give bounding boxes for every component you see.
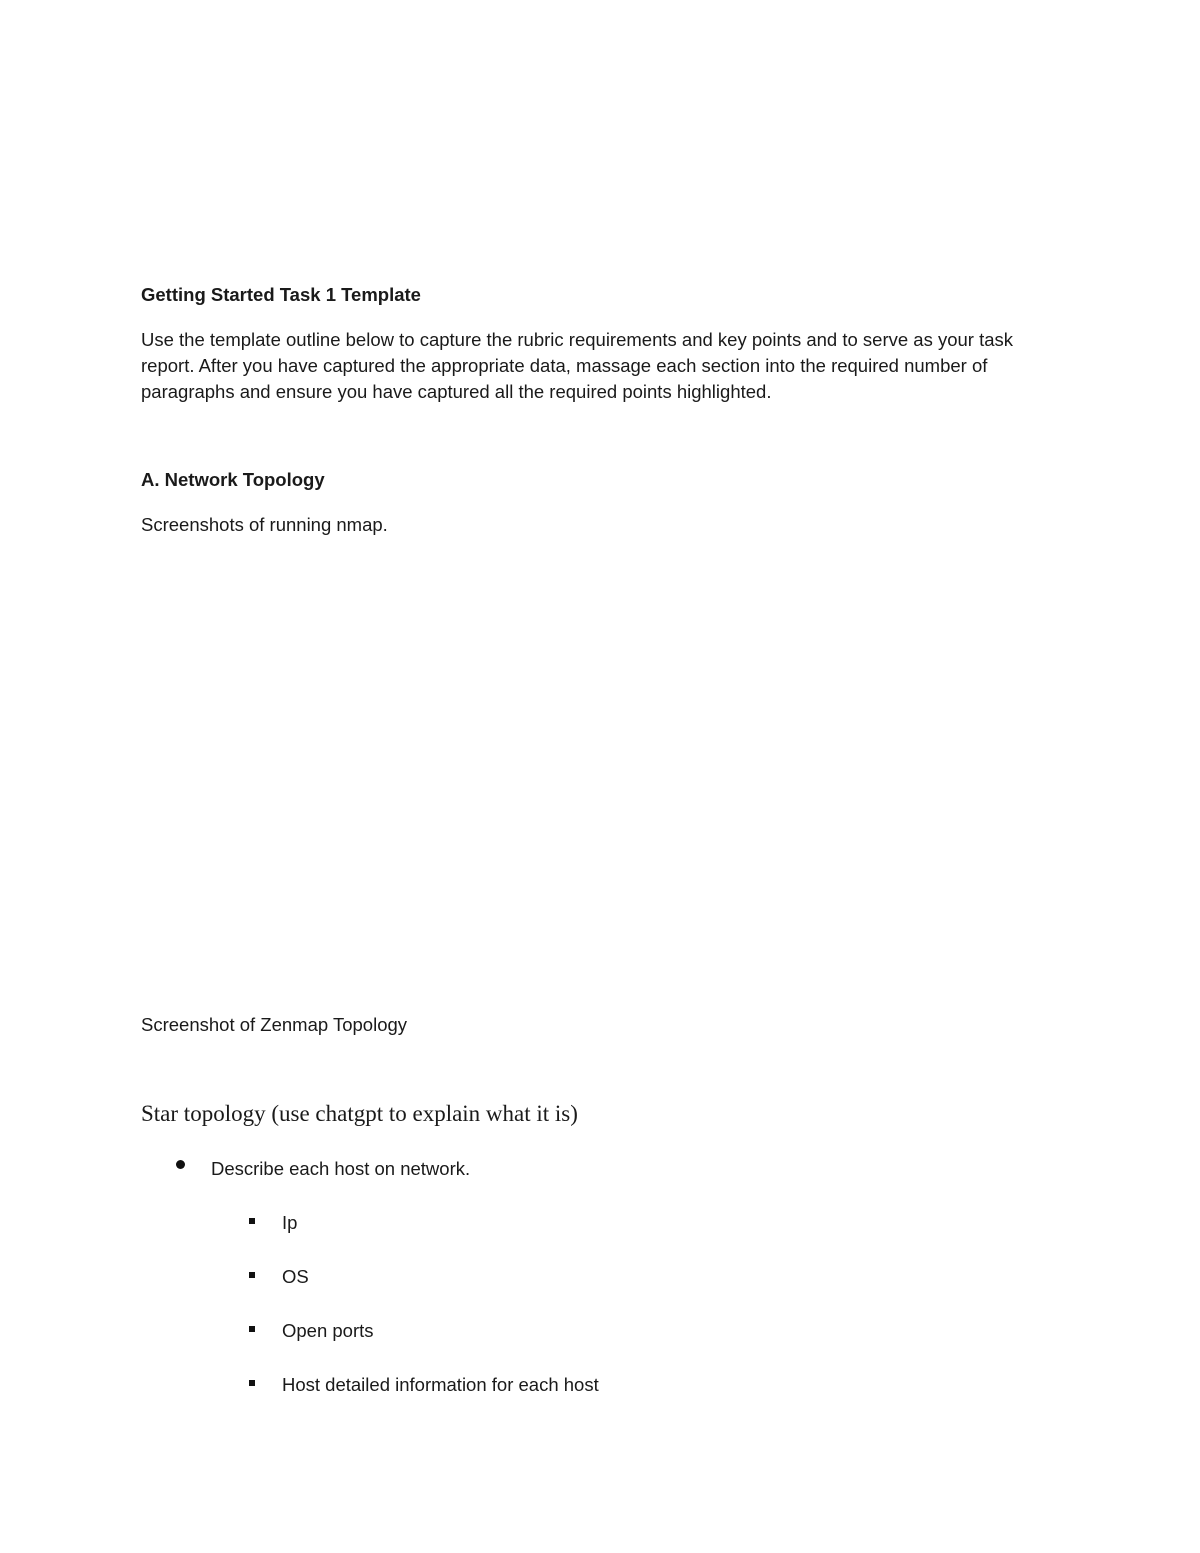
sub-bullet-os: OS xyxy=(282,1266,309,1287)
document-title: Getting Started Task 1 Template xyxy=(141,284,421,305)
square-bullet-icon xyxy=(249,1272,255,1278)
square-bullet-icon xyxy=(249,1326,255,1332)
star-topology-line: Star topology (use chatgpt to explain what it is) xyxy=(141,1101,578,1126)
square-bullet-icon xyxy=(249,1380,255,1386)
sub-bullet-open-ports: Open ports xyxy=(282,1320,374,1341)
zenmap-topology-caption: Screenshot of Zenmap Topology xyxy=(141,1014,408,1035)
describe-hosts-bullet: Describe each host on network. xyxy=(211,1158,471,1179)
bullet-dot-icon xyxy=(176,1160,185,1169)
intro-paragraph: Use the template outline below to capture the rubric requirements and key points and to serve as your task report. After you have captured the appropriate data, massage each section into the required number of paragraphs and ensure you have captured all the required points highlighted. xyxy=(141,329,1014,402)
square-bullet-icon xyxy=(249,1218,255,1224)
section-a-heading: A. Network Topology xyxy=(141,469,325,490)
nmap-screenshots-caption: Screenshots of running nmap. xyxy=(141,514,388,535)
sub-bullet-host-details: Host detailed information for each host xyxy=(282,1374,599,1395)
sub-bullet-ip: Ip xyxy=(282,1212,298,1233)
